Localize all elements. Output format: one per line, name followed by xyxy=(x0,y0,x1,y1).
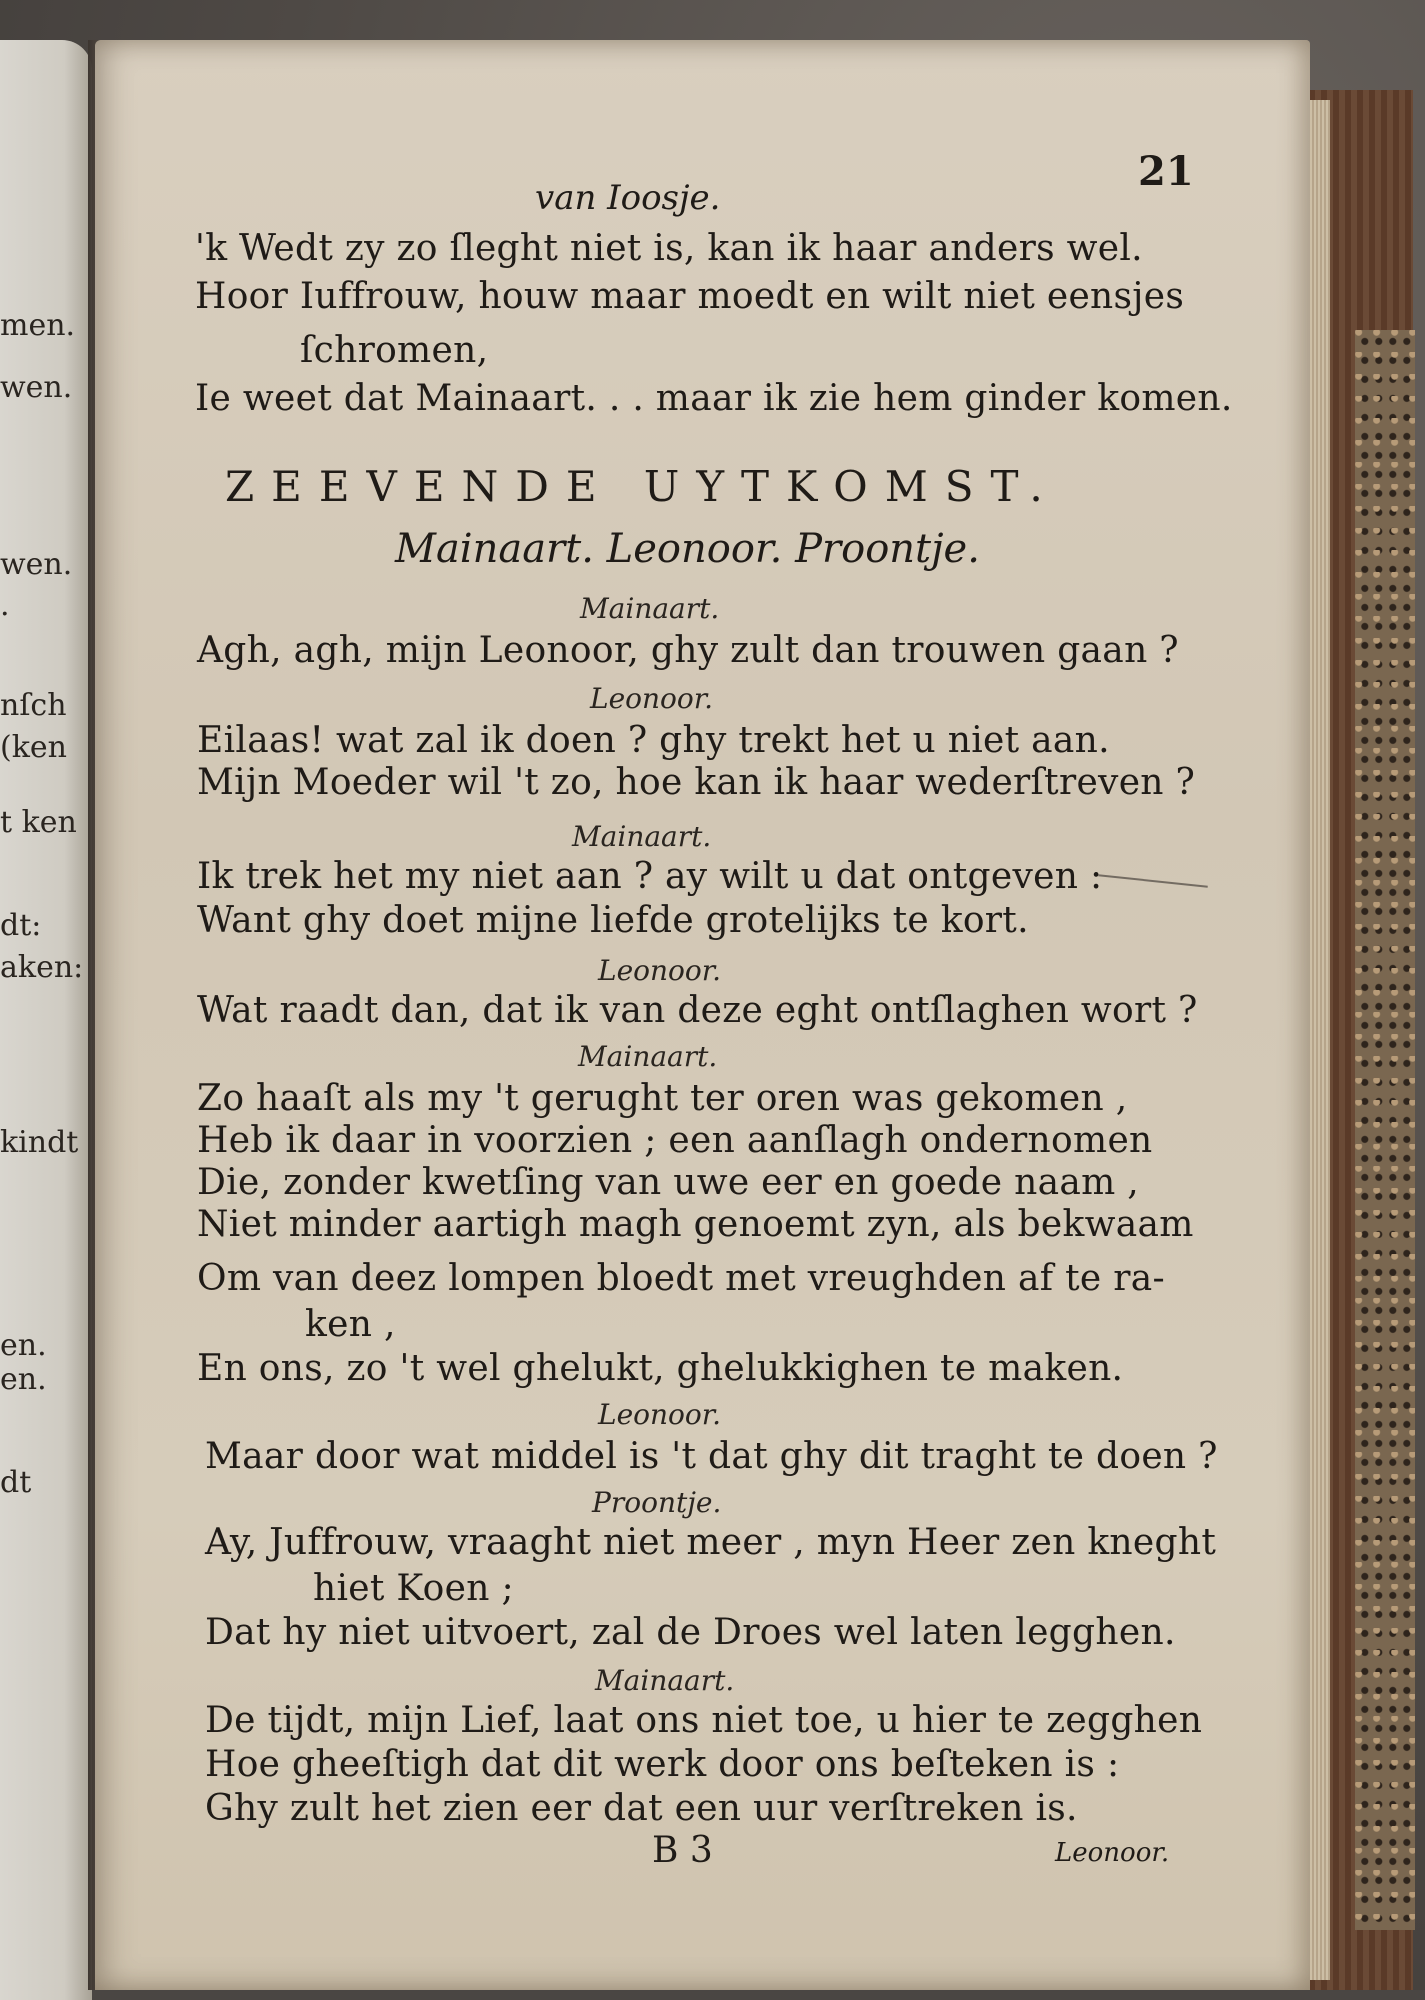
speaker-name: Mainaart. xyxy=(572,820,712,853)
left-page-fragment: en. xyxy=(0,1328,47,1363)
verse-line: De tijdt, mijn Lief, laat ons niet toe, u hier te zegghen xyxy=(205,1700,1203,1741)
verse-line: Wat raadt dan, dat ik van deze eght ontſlaghen wort ? xyxy=(197,990,1198,1031)
previous-page xyxy=(0,40,92,2000)
left-page-fragment: t ken xyxy=(0,805,77,840)
verse-line: Heb ik daar in voorzien ; een aanſlagh ondernomen xyxy=(197,1120,1153,1161)
verse-line-continuation: ſchromen, xyxy=(300,330,489,371)
verse-line: Eilaas! wat zal ik doen ? ghy trekt het u niet aan. xyxy=(197,720,1110,761)
left-page-fragment: wen. xyxy=(0,547,73,582)
left-page-fragment: . xyxy=(0,588,10,623)
verse-line: Maar door wat middel is 't dat ghy dit traght te doen ? xyxy=(205,1436,1218,1477)
scene-title: ZEEVENDE UYTKOMST. xyxy=(225,462,1060,511)
left-page-fragment: wen. xyxy=(0,370,73,405)
left-page-fragment: nſch xyxy=(0,688,67,723)
verse-line: Ie weet dat Mainaart. . . maar ik zie hem ginder komen. xyxy=(195,378,1233,419)
verse-line: Ghy zult het zien eer dat een uur verſtreken is. xyxy=(205,1788,1078,1829)
left-page-fragment: aken: xyxy=(0,950,84,985)
verse-line: Agh, agh, mijn Leonoor, ghy zult dan trouwen gaan ? xyxy=(197,630,1179,671)
verse-line: Zo haaſt als my 't gerught ter oren was gekomen , xyxy=(197,1078,1128,1119)
verse-line: Mijn Moeder wil 't zo, hoe kan ik haar wederſtreven ? xyxy=(197,762,1196,803)
verse-line: En ons, zo 't wel ghelukt, ghelukkighen te maken. xyxy=(197,1348,1124,1389)
marbled-cover xyxy=(1355,330,1415,1930)
verse-line: Dat hy niet uitvoert, zal de Droes wel laten legghen. xyxy=(205,1612,1176,1653)
left-page-fragment: dt: xyxy=(0,908,42,943)
left-page-fragment: dt xyxy=(0,1465,32,1500)
verse-line: 'k Wedt zy zo ſleght niet is, kan ik haar anders wel. xyxy=(195,228,1143,269)
left-page-fragment: (ken xyxy=(0,730,67,765)
speaker-name: Leonoor. xyxy=(598,954,721,987)
verse-line-continuation: hiet Koen ; xyxy=(313,1568,514,1609)
left-page-fragment: kindt xyxy=(0,1125,79,1160)
left-page-fragment: en. xyxy=(0,1362,47,1397)
verse-line: Om van deez lompen bloedt met vreughden af te ra- xyxy=(197,1258,1165,1299)
speaker-name: Proontje. xyxy=(592,1486,722,1519)
verse-line: Hoe gheeſtigh dat dit werk door ons beſteken is : xyxy=(205,1744,1120,1785)
speaker-name: Mainaart. xyxy=(595,1664,735,1697)
signature-mark: B 3 xyxy=(652,1830,713,1871)
scene-cast-list: Mainaart. Leonoor. Proontje. xyxy=(395,526,980,572)
speaker-name: Mainaart. xyxy=(580,592,720,625)
verse-line: Ay, Juffrouw, vraaght niet meer , myn Heer zen kneght xyxy=(205,1522,1217,1563)
verse-line: Want ghy doet mijne liefde grotelijks te kort. xyxy=(197,900,1029,941)
verse-line: Die, zonder kwetſing van uwe eer en goede naam , xyxy=(197,1162,1140,1203)
left-page-fragment: men. xyxy=(0,308,76,343)
verse-line: Niet minder aartigh magh genoemt zyn, als bekwaam xyxy=(197,1204,1194,1245)
speaker-name: Leonoor. xyxy=(590,682,713,715)
page-number: 21 xyxy=(1138,148,1194,195)
verse-line-continuation: ken , xyxy=(305,1304,396,1345)
speaker-name: Leonoor. xyxy=(598,1398,721,1431)
running-head: van Ioosje. xyxy=(535,178,721,218)
verse-line: Hoor Iuffrouw, houw maar moedt en wilt niet eensjes xyxy=(195,276,1185,317)
verse-line: Ik trek het my niet aan ? ay wilt u dat ontgeven : xyxy=(197,856,1103,897)
speaker-name: Mainaart. xyxy=(578,1040,718,1073)
catchword: Leonoor. xyxy=(1055,1838,1170,1868)
